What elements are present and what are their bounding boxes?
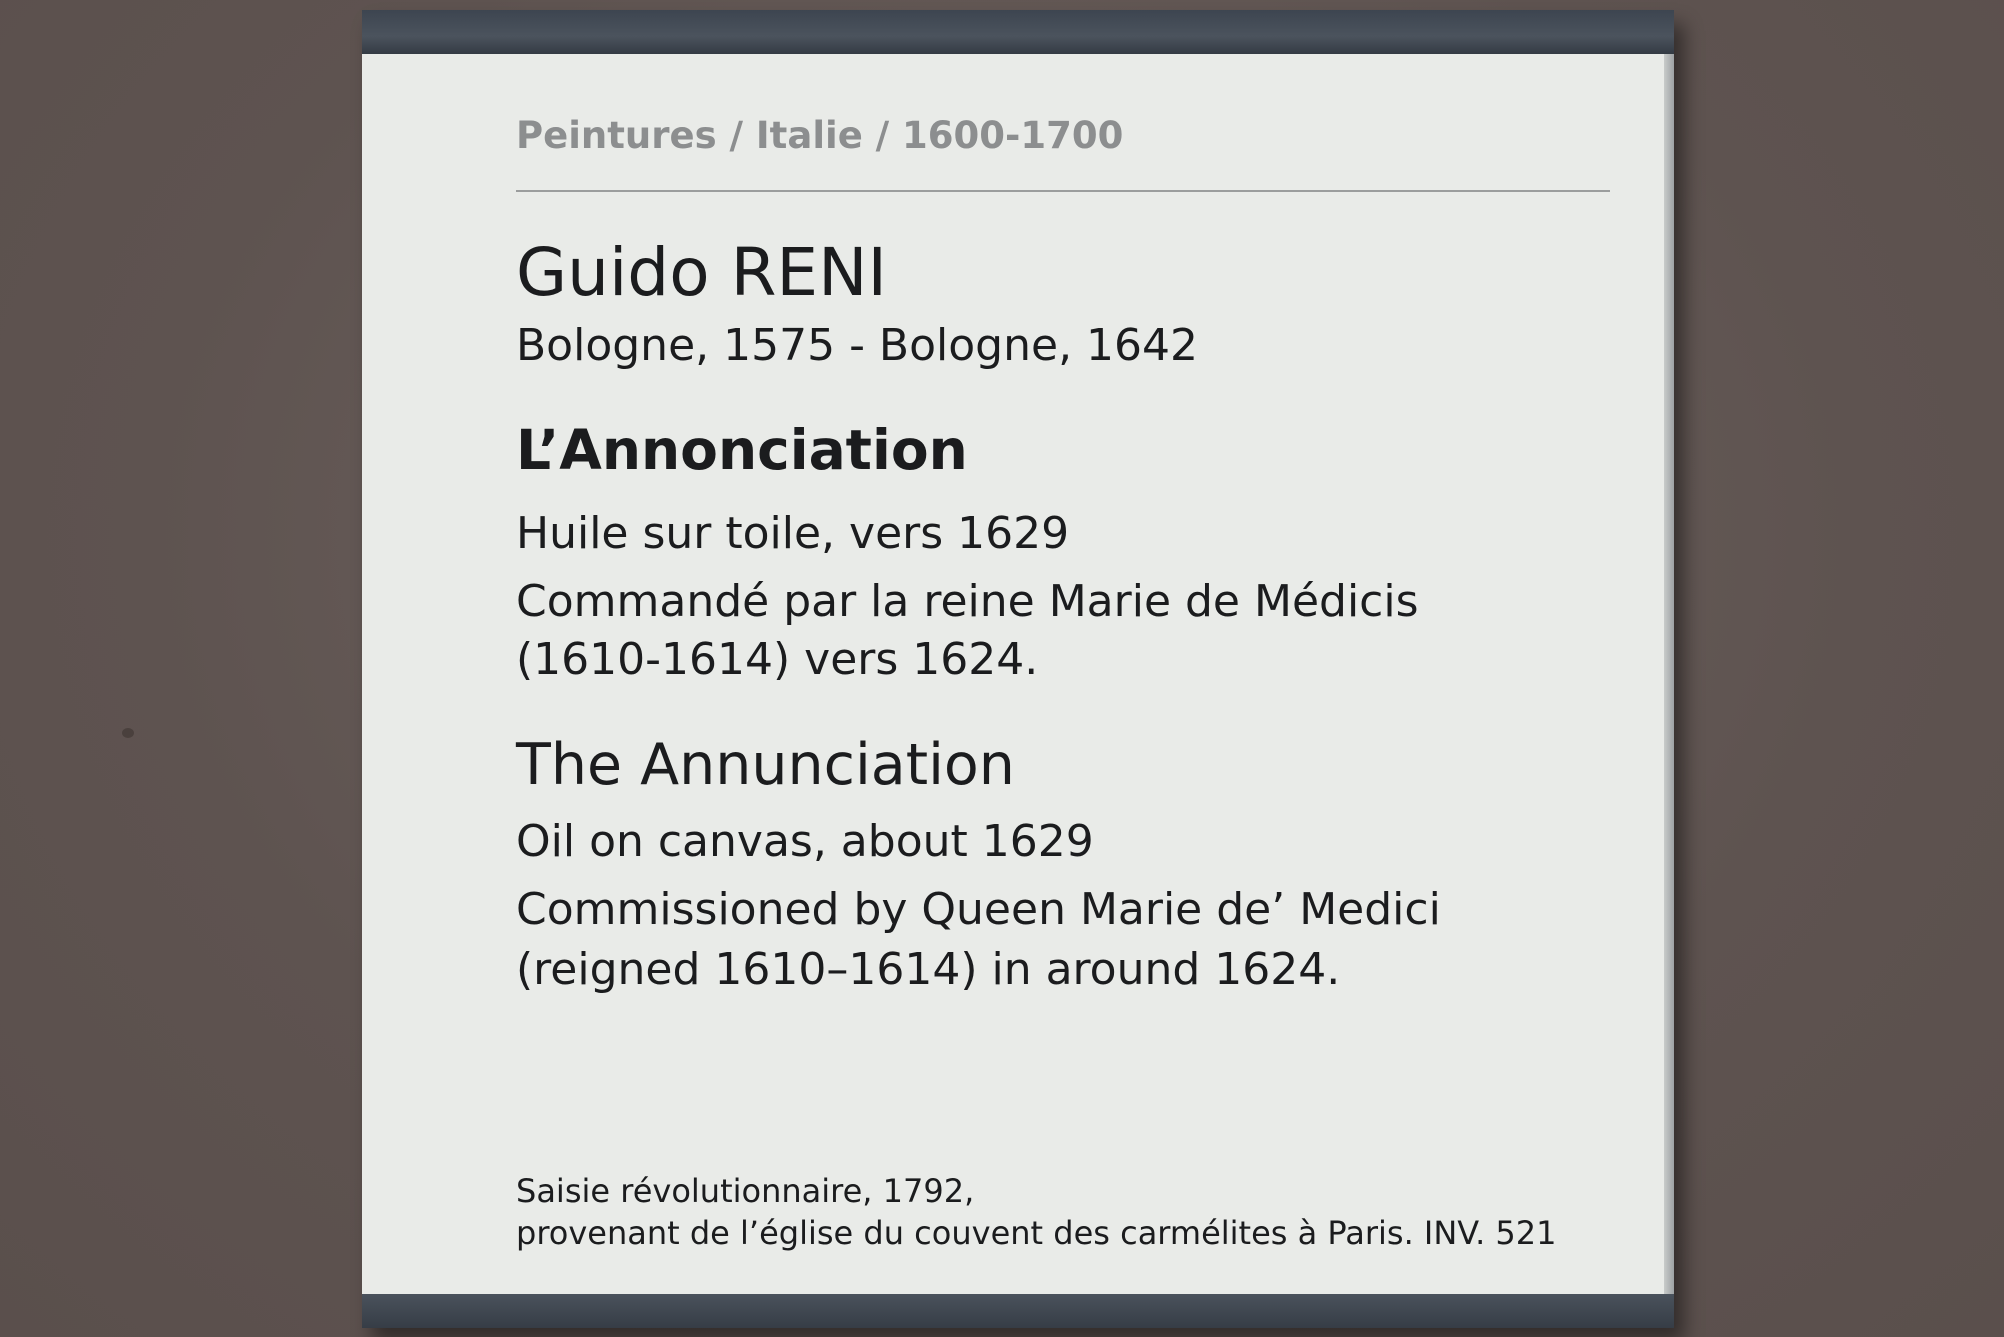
provenance-fr-line-1: Commandé par la reine Marie de Médicis xyxy=(516,576,1419,627)
provenance-en-line-1: Commissioned by Queen Marie de’ Medici xyxy=(516,884,1441,935)
breadcrumb-divider xyxy=(516,190,1610,192)
collection-breadcrumb: Peintures / Italie / 1600-1700 xyxy=(516,114,1124,157)
acquisition-source-line-1: Saisie révolutionnaire, 1792, xyxy=(516,1172,975,1210)
artwork-title-fr: L’Annonciation xyxy=(516,418,968,482)
medium-date-fr: Huile sur toile, vers 1629 xyxy=(516,508,1070,559)
provenance-fr-line-2: (1610-1614) vers 1624. xyxy=(516,634,1039,685)
artist-name: Guido RENI xyxy=(516,234,887,311)
provenance-en-line-2: (reigned 1610–1614) in around 1624. xyxy=(516,944,1341,995)
frame-bottom-rail xyxy=(362,1294,1674,1328)
frame-top-rail xyxy=(362,10,1674,54)
acquisition-source-line-2: provenant de l’église du couvent des carmélites à Paris. INV. 521 xyxy=(516,1214,1557,1252)
artwork-title-en: The Annunciation xyxy=(516,732,1015,798)
wall-speck xyxy=(122,728,134,738)
museum-label-plaque xyxy=(362,10,1674,1328)
medium-date-en: Oil on canvas, about 1629 xyxy=(516,816,1094,867)
artist-life-dates: Bologne, 1575 - Bologne, 1642 xyxy=(516,320,1199,371)
frame-right-edge xyxy=(1664,54,1674,1294)
